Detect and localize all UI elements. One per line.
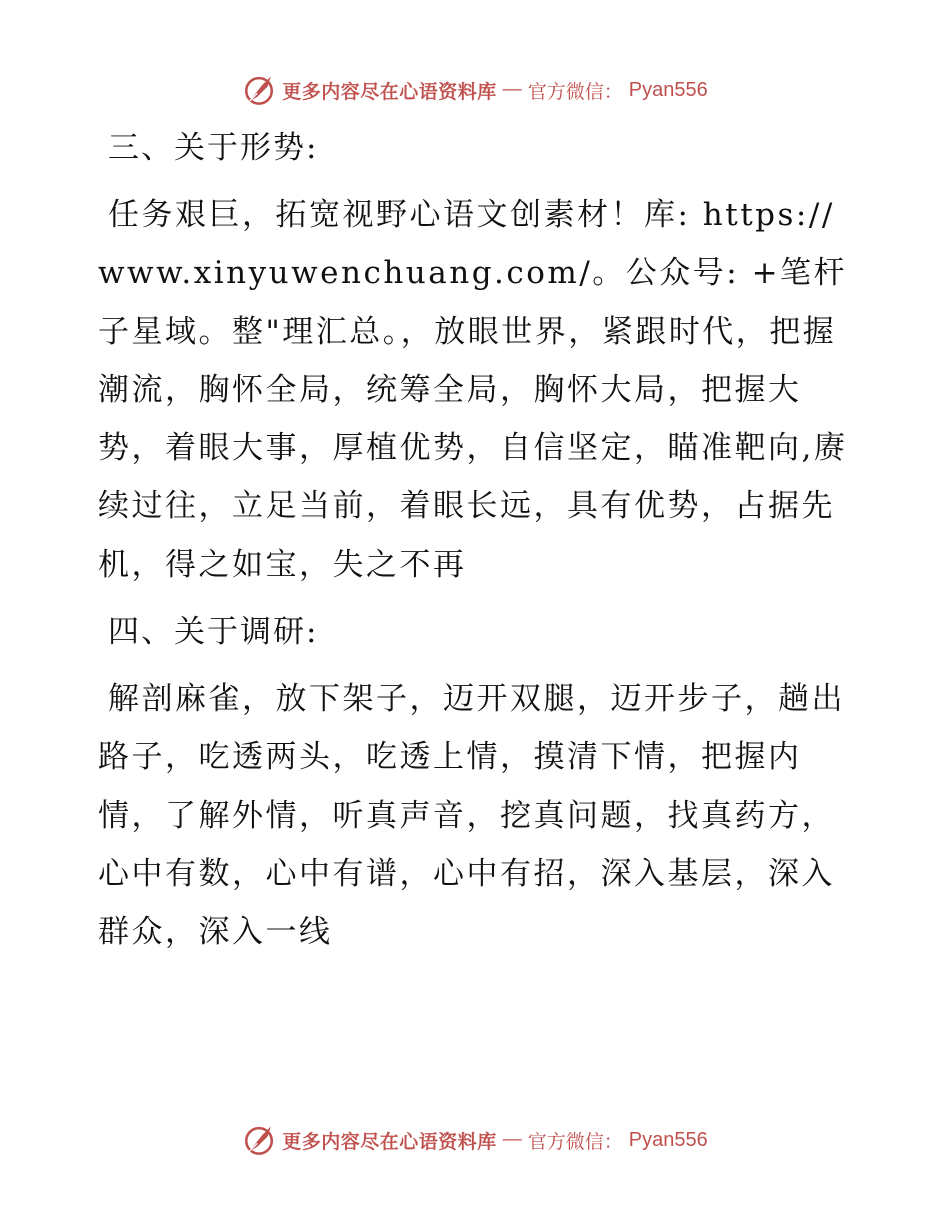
banner-wechat-id: Pyan556 xyxy=(628,1128,708,1151)
section-body-situation: 任务艰巨，拓宽视野心语文创素材！库: https://www.xinyuwenchuang.com/。公众号: +笔杆子星域。整"理汇总。，放眼世界，紧跟时代，把握潮流，胸怀全局，统筹全局，胸怀大局，把握大势，着眼大事，厚植优势，自信坚定，瞄准靶向,赓续过往，立足当前，着眼长远，具有优势，占据先机，得之如宝，失之不再 xyxy=(98,197,848,583)
banner-wechat-label: 官方微信： xyxy=(527,80,623,103)
quill-pen-logo-icon xyxy=(242,73,276,107)
banner-wechat-id: Pyan556 xyxy=(628,78,708,101)
header-watermark-banner xyxy=(0,70,950,110)
banner-dash: — xyxy=(502,79,522,100)
section-heading-situation: 三、关于形势: xyxy=(108,130,319,166)
section-heading-research: 四、关于调研: xyxy=(108,614,319,651)
banner-text: 更多内容尽在心语资料库 xyxy=(282,80,497,103)
banner-text: 更多内容尽在心语资料库 xyxy=(282,1130,497,1153)
section-body-research: 解剖麻雀，放下架子，迈开双腿，迈开步子，趟出路子，吃透两头，吃透上情，摸清下情，把握内情，了解外情，听真声音，挖真问题，找真药方，心中有数，心中有谱，心中有招，深入基层，深入群众，深入一线 xyxy=(98,681,845,951)
banner-wechat-label: 官方微信： xyxy=(527,1130,623,1153)
banner-dash: — xyxy=(502,1129,522,1150)
quill-pen-logo-icon xyxy=(242,1123,276,1157)
document-body xyxy=(98,120,858,972)
footer-watermark-banner xyxy=(0,1120,950,1160)
